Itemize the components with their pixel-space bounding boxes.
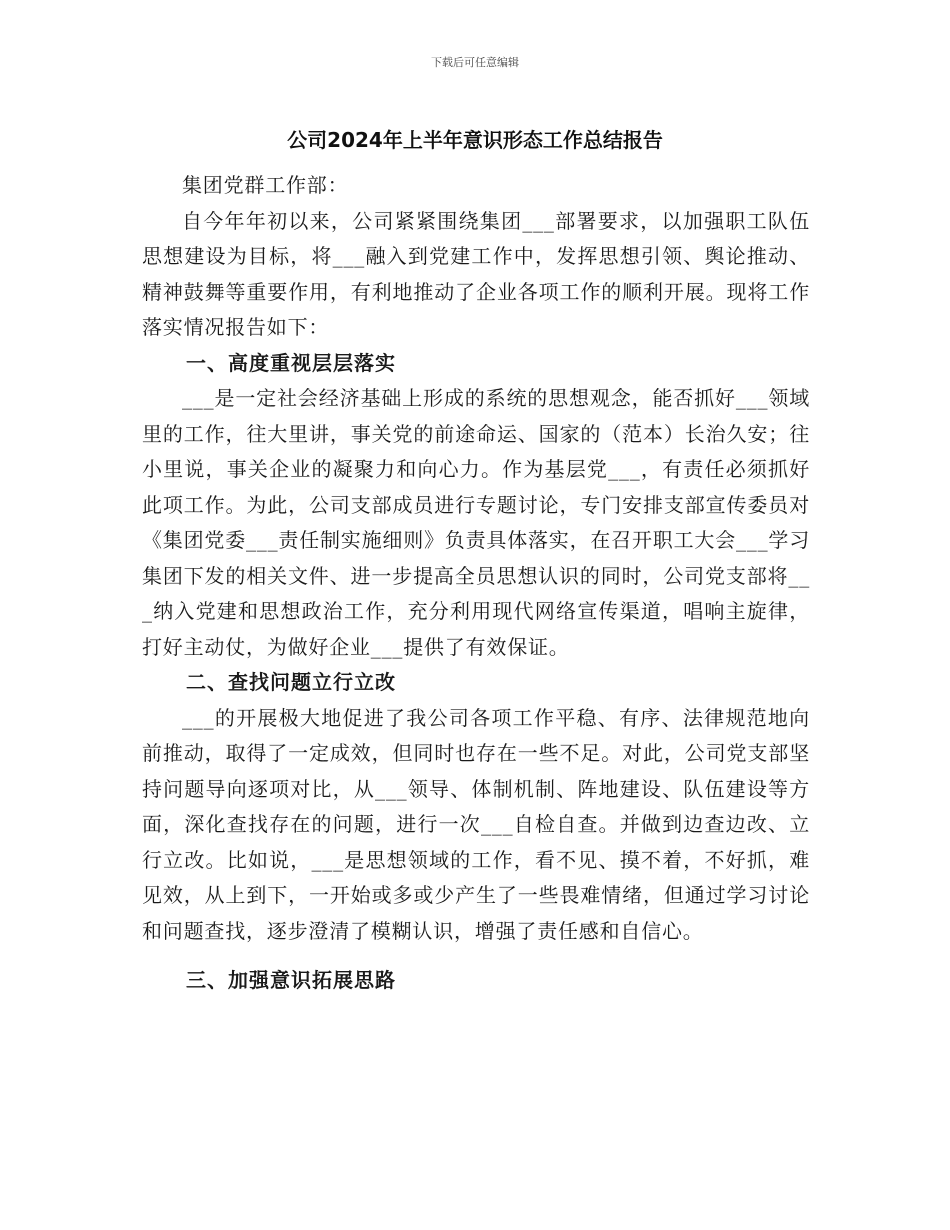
section-heading-2: 二、查找问题立行立改	[186, 670, 396, 694]
salutation: 集团党群工作部：	[182, 173, 349, 197]
header-note: 下载后可任意编辑	[431, 56, 519, 69]
section-heading-3: 三、加强意识拓展思路	[186, 968, 396, 992]
intro-paragraph: 自今年年初以来，公司紧紧围绕集团___部署要求，以加强职工队伍思想建设为目标，将___融入到党建工作中，发挥思想引领、舆论推动、精神鼓舞等重要作用，有利地推动了企业各项工作的顺利开展。现将工作落实情况报告如下：	[142, 208, 810, 339]
section-body-1: ___是一定社会经济基础上形成的系统的思想观念，能否抓好___领域里的工作，往大里讲，事关党的前途命运、国家的（范本）长治久安；往小里说，事关企业的凝聚力和向心力。作为基层党___，有责任必须抓好此项工作。为此，公司支部成员进行专题讨论，专门安排支部宣传委员对《集团党委___责任制实施细则》负责具体落实，在召开职工大会___学习集团下发的相关文件、进一步提高全员思想认识的同时，公司党支部将___纳入党建和思想政治工作，充分利用现代网络宣传渠道，唱响主旋律，打好主动仗，为做好企业___提供了有效保证。	[142, 386, 810, 659]
section-heading-1: 一、高度重视层层落实	[186, 350, 396, 375]
document-title: 公司2024年上半年意识形态工作总结报告	[287, 128, 663, 152]
document-body	[142, 168, 810, 999]
section-body-2: ___的开展极大地促进了我公司各项工作平稳、有序、法律规范地向前推动，取得了一定成效，但同时也存在一些不足。对此，公司党支部坚持问题导向逐项对比，从___领导、体制机制、阵地建设、队伍建设等方面，深化查找存在的问题，进行一次___自检自查。并做到边查边改、立行立改。比如说，___是思想领域的工作，看不见、摸不着，不好抓，难见效，从上到下，一开始或多或少产生了一些畏难情绪，但通过学习讨论和问题查找，逐步澄清了模糊认识，增强了责任感和自信心。	[142, 705, 810, 943]
